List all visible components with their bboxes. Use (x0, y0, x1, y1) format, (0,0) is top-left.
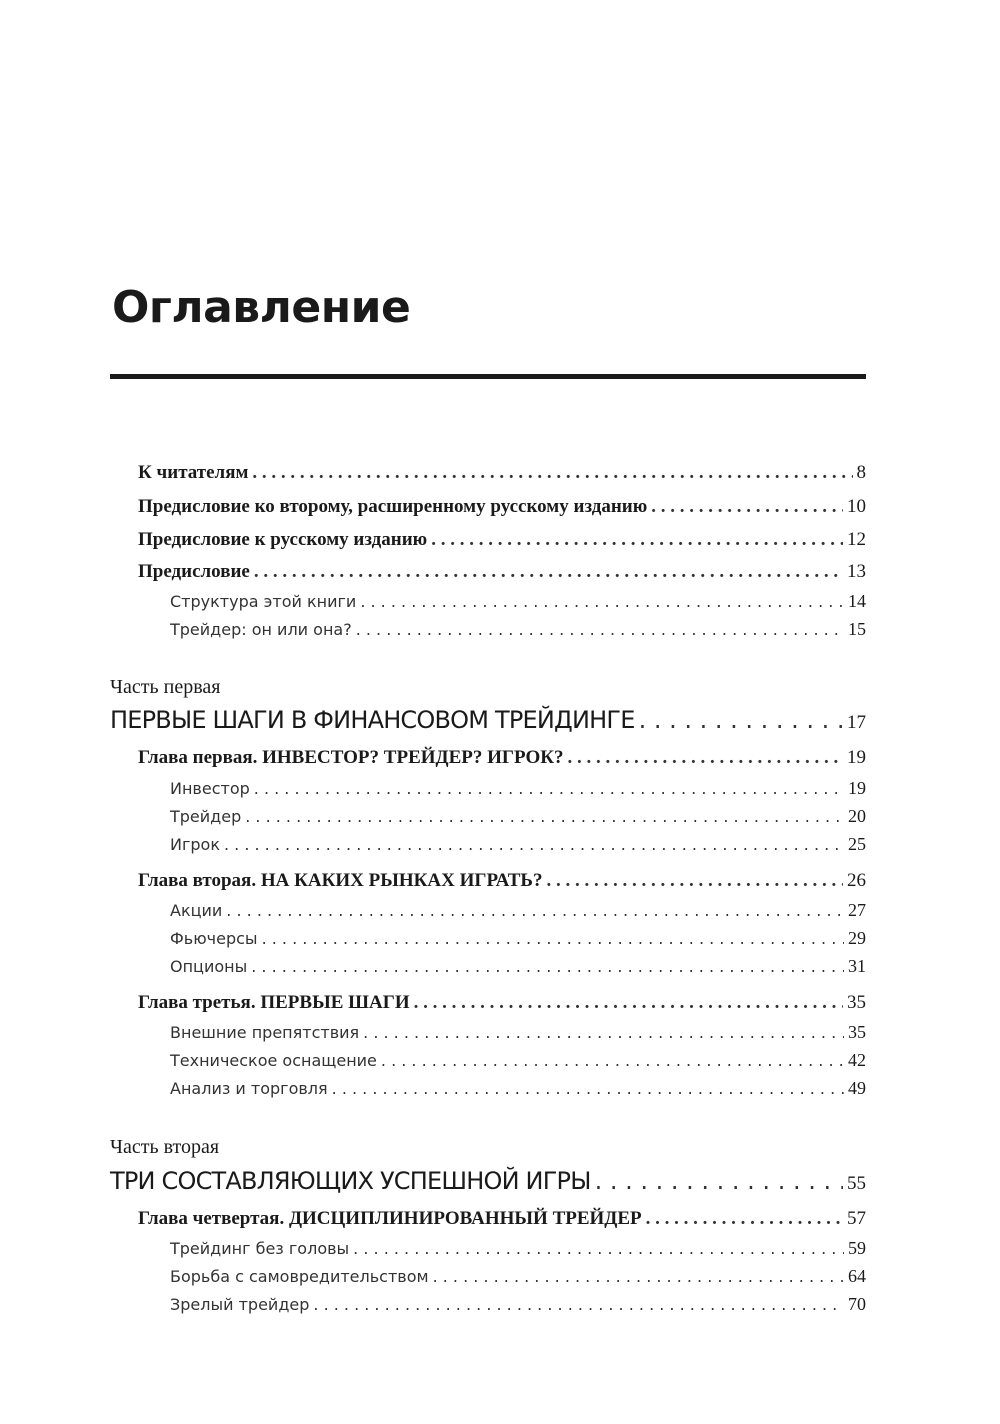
toc-section-label: Техническое оснащение (170, 1051, 377, 1070)
toc-section-label: Борьба с самовредительством (170, 1267, 429, 1286)
toc-page-number: 14 (848, 591, 866, 611)
page-title: Оглавление (112, 282, 411, 333)
toc-section-label: Внешние препятствия (170, 1023, 360, 1042)
toc-entry-preface[interactable] (138, 561, 866, 583)
toc-section-label: Инвестор (170, 779, 250, 798)
toc-section-gambler[interactable] (170, 834, 866, 855)
toc-page-number: 55 (847, 1173, 866, 1194)
toc-section-mature-trader[interactable] (170, 1294, 866, 1315)
toc-section-technical-equipment[interactable] (170, 1050, 866, 1071)
leader-dots (254, 561, 843, 583)
leader-dots (414, 992, 843, 1014)
leader-dots (224, 835, 844, 854)
toc-page-number: 15 (848, 619, 866, 639)
toc-section-options[interactable] (170, 956, 866, 977)
toc-entry-label: Глава вторая. НА КАКИХ РЫНКАХ ИГРАТЬ? (138, 870, 543, 891)
leader-dots (245, 807, 844, 826)
toc-chapter-two[interactable] (138, 870, 866, 892)
leader-dots (363, 1023, 844, 1042)
toc-entry-to-readers[interactable] (138, 462, 866, 484)
toc-page-number: 31 (848, 956, 866, 976)
leader-dots (568, 747, 843, 769)
toc-page-number: 26 (847, 870, 866, 891)
toc-part-title: ПЕРВЫЕ ШАГИ В ФИНАНСОВОМ ТРЕЙДИНГЕ (110, 706, 635, 734)
toc-entry-label: Глава первая. ИНВЕСТОР? ТРЕЙДЕР? ИГРОК? (138, 747, 564, 768)
toc-section-label: Трейдер: он или она? (170, 620, 352, 639)
leader-dots (226, 901, 844, 920)
leader-dots (332, 1079, 844, 1098)
leader-dots (639, 706, 843, 734)
toc-section-investor[interactable] (170, 778, 866, 799)
leader-dots (646, 1208, 843, 1230)
toc-page-number: 20 (848, 806, 866, 826)
toc-section-external-obstacles[interactable] (170, 1022, 866, 1043)
part-one-label: Часть первая (110, 676, 221, 698)
toc-section-label: Опционы (170, 957, 248, 976)
toc-page-number: 19 (847, 747, 866, 768)
toc-page-number: 10 (847, 496, 866, 517)
toc-section-stocks[interactable] (170, 900, 866, 921)
toc-section-fighting-self-harm[interactable] (170, 1266, 866, 1287)
toc-section-label: Зрелый трейдер (170, 1295, 310, 1314)
toc-section-label: Анализ и торговля (170, 1079, 328, 1098)
leader-dots (595, 1167, 843, 1195)
toc-page-number: 59 (848, 1238, 866, 1258)
toc-page-number: 57 (847, 1208, 866, 1229)
toc-page-number: 25 (848, 834, 866, 854)
toc-section-trader[interactable] (170, 806, 866, 827)
toc-section-futures[interactable] (170, 928, 866, 949)
toc-section-label: Структура этой книги (170, 592, 357, 611)
leader-dots (433, 1267, 844, 1286)
leader-dots (651, 496, 843, 518)
toc-entry-label: Предисловие (138, 561, 250, 582)
toc-chapter-one[interactable] (138, 747, 866, 769)
leader-dots (431, 529, 843, 551)
toc-page-number: 35 (847, 992, 866, 1013)
toc-page-number: 64 (848, 1266, 866, 1286)
toc-page-number: 8 (856, 462, 866, 483)
toc-part-title: ТРИ СОСТАВЛЯЮЩИХ УСПЕШНОЙ ИГРЫ (110, 1167, 591, 1195)
toc-page-number: 13 (847, 561, 866, 582)
toc-part-two[interactable] (110, 1167, 866, 1195)
toc-page-number: 12 (847, 529, 866, 550)
toc-entry-label: Глава четвертая. ДИСЦИПЛИНИРОВАННЫЙ ТРЕЙДЕР (138, 1208, 642, 1229)
leader-dots (262, 929, 844, 948)
leader-dots (254, 779, 844, 798)
toc-page-number: 27 (848, 900, 866, 920)
leader-dots (546, 870, 843, 892)
toc-part-one[interactable] (110, 706, 866, 734)
part-two-label: Часть вторая (110, 1136, 220, 1158)
toc-entry-label: Глава третья. ПЕРВЫЕ ШАГИ (138, 992, 410, 1013)
toc-page-number: 70 (848, 1294, 866, 1314)
toc-page-number: 49 (848, 1078, 866, 1098)
toc-chapter-four[interactable] (138, 1208, 866, 1230)
toc-page-number: 17 (847, 712, 866, 733)
leader-dots (353, 1239, 844, 1258)
toc-entry-preface-second-edition[interactable] (138, 496, 866, 518)
toc-section-label: Акции (170, 901, 223, 920)
leader-dots (360, 592, 844, 611)
toc-section-label: Фьючерсы (170, 929, 258, 948)
toc-page-number: 35 (848, 1022, 866, 1042)
toc-section-analysis-and-trading[interactable] (170, 1078, 866, 1099)
toc-page-number: 19 (848, 778, 866, 798)
leader-dots (251, 957, 844, 976)
toc-page-number: 29 (848, 928, 866, 948)
toc-section-book-structure[interactable] (170, 591, 866, 612)
leader-dots (356, 620, 844, 639)
toc-section-trader-he-or-she[interactable] (170, 619, 866, 640)
toc-chapter-three[interactable] (138, 992, 866, 1014)
toc-section-label: Трейдинг без головы (170, 1239, 350, 1258)
toc-entry-preface-russian[interactable] (138, 529, 866, 551)
toc-section-label: Игрок (170, 835, 220, 854)
toc-page-number: 42 (848, 1050, 866, 1070)
toc-section-label: Трейдер (170, 807, 242, 826)
toc-entry-label: Предисловие ко второму, расширенному русскому изданию (138, 496, 648, 517)
toc-section-trading-without-head[interactable] (170, 1238, 866, 1259)
toc-entry-label: Предисловие к русскому изданию (138, 529, 428, 550)
toc-entry-label: К читателям (138, 462, 249, 483)
leader-dots (252, 462, 852, 484)
leader-dots (313, 1295, 844, 1314)
leader-dots (381, 1051, 844, 1070)
